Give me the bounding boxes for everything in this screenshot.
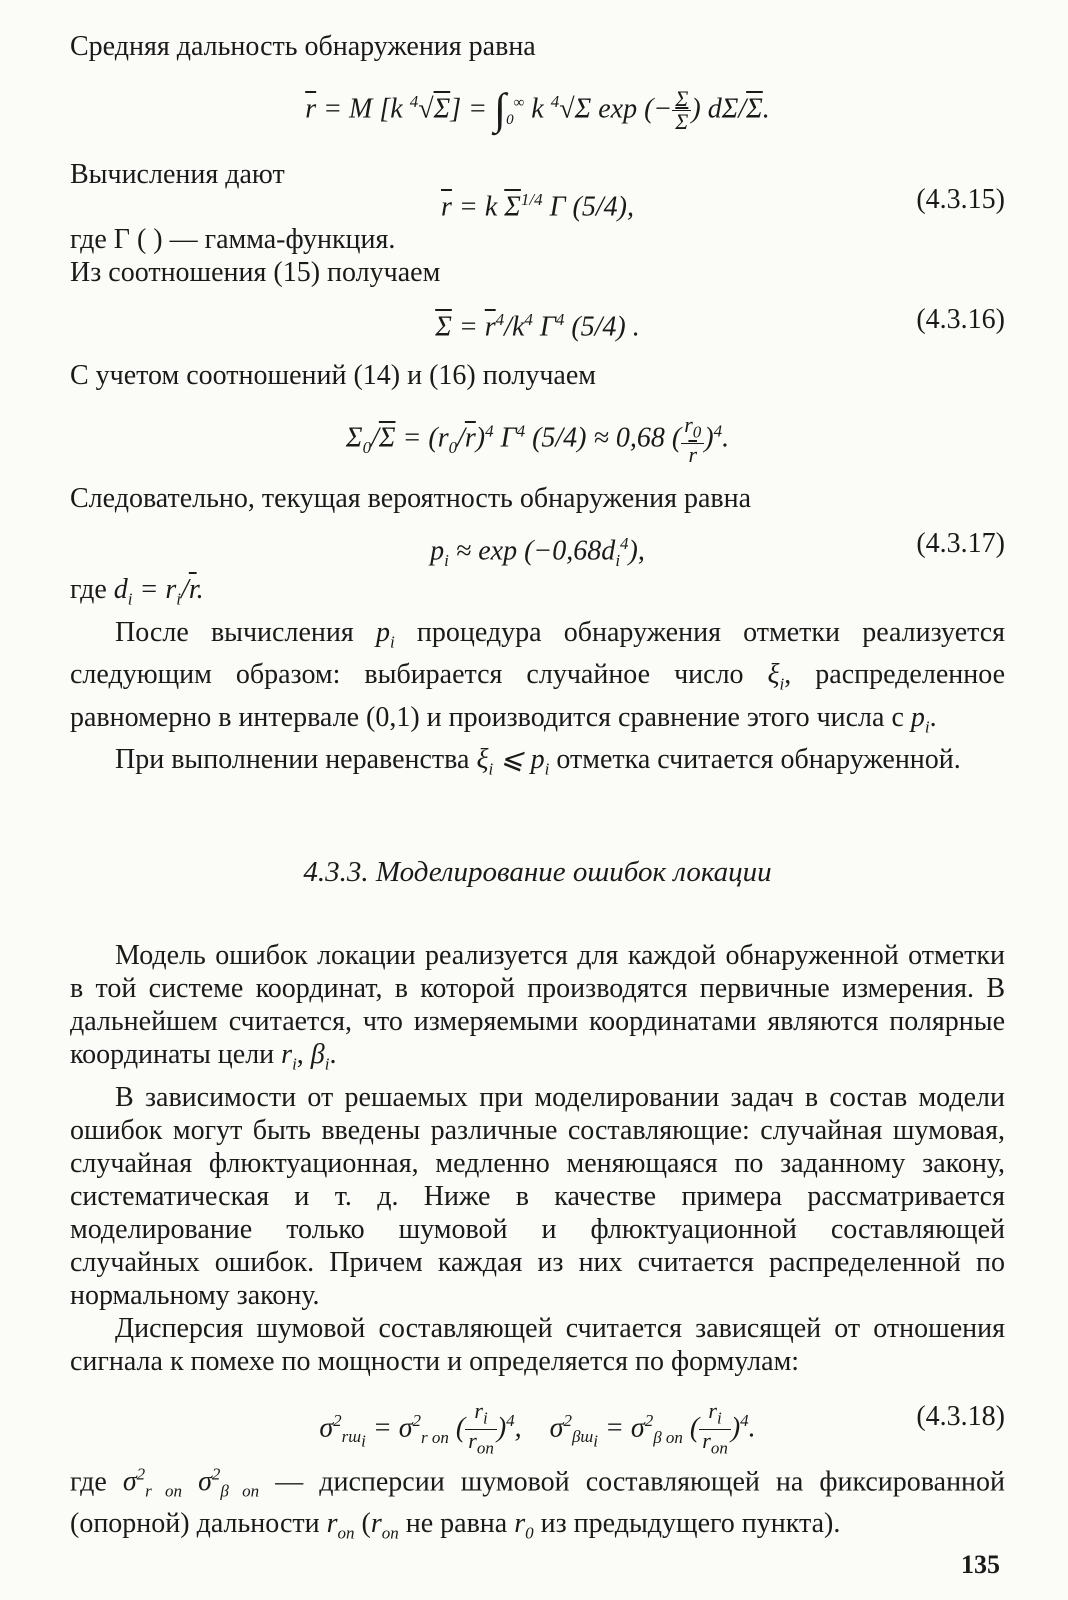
equation-number: (4.3.18) [916,1400,1005,1432]
page-content [70,30,1005,1550]
paragraph-reference-range: где $\sigma^2_{r оп}$ $\sigma^2_{\beta оп}$ — дисперсии шумовой составляющей на фиксированной (опорной) дальности $r_{оп}$ ($r_{оп}$ не равна $r_0$ из предыдущего пункта). [70,1464,1006,1544]
equation-4-3-18: $\sigma^2_{rш_i} = \sigma^2_{r оп}$ ( $\frac{r_i}{r_{оп}}$ )$^4$, $\sigma^2_{\beta ш_i} = \sigma^2_{\beta оп}$ ( $\frac{r_i}{r_{оп}}$ )$^4$. (4.3.18) [319,1397,1005,1458]
equation-number: (4.3.17) [916,528,1005,559]
paragraph-from15: Из соотношения (15) получаем [70,257,441,288]
paragraph-given: С учетом соотношений (14) и (16) получаем [70,360,596,391]
paragraph-where-di: где $d_i = r_i/\overline{r}$. [70,574,204,609]
paragraph-noise-variance: Дисперсия шумовой составляющей считается зависящей от отношения сигнала к помехе по мощности и определяется по формулам: [70,1312,1005,1377]
paragraph-detection-condition: При выполнении неравенства $\xi_i$ ⩽ $p_i$ отметка считается обнаруженной. [115,744,961,779]
equation-mean-range: $\overline{r} = M$ [k $^4√\Sigma] = \int_0^\infty$ k $^4$√Σ exp (− $\frac{\Sigma}{\Sigma}$ ) $d\Sigma/\overline{\Sigma}$. [305,84,770,135]
equation-4-3-15: $\overline{r} = k$ $\overline{\Sigma}^{1/4}$ Г (5/4), (4.3.15) [441,184,1005,223]
paragraph-mean-range: Средняя дальность обнаружения равна [70,31,536,62]
equation-sigma-ratio: $\Sigma_0/\overline{\Sigma} = (r_0/\overline{r})^4$ $Г^4$ (5/4) ≈ 0,68 ( $\frac{r_0}{r}$ )$^4$. [345,412,730,468]
equation-number: (4.3.16) [916,304,1005,335]
equation-number: (4.3.15) [916,184,1005,215]
paragraph-error-model: Модель ошибок локации реализуется для каждой обнаруженной отметки в той системе координат, в которой производятся первичные измерения. В дальнейшем считается, что измеряемыми координатами являются полярные координаты цели $r_i$, $\beta_i$. [70,939,1005,1074]
section-title: 4.3.3. Моделирование ошибок локации [303,855,772,888]
equation-4-3-16: $\overline{\Sigma} = \overline{r}^4/k^4$ $Г^4$ (5/4) . (4.3.16) [435,304,1005,343]
paragraph-detection-procedure: После вычисления $p_i$ процедура обнаружения отметки реализуется следующим образом: выбирается случайное число $\xi_i$, распределенное равномерно в интервале (0,1) и производится сравнение этого числа с $p_i$. [70,616,1006,737]
paragraph-consequently: Следовательно, текущая вероятность обнаружения равна [70,483,752,514]
paragraph-error-components: В зависимости от решаемых при моделировании задач в состав модели ошибок могут быть введены различные составляющие: случайная шумовая, случайная флюктуационная, медленно меняющаяся по заданному закону, систематическая и т. д. Ниже в качестве примера рассматривается моделирование только шумовой и флюктуационной составляющей случайных ошибок. Причем каждая из них считается распределенной по нормальному закону. [70,1081,1005,1311]
page-number: 135 [961,1550,1000,1579]
equation-4-3-17: $p_i \approx \exp (-0,68d_i^4)$, (4.3.17) [430,528,1005,570]
paragraph-calc-intro: Вычисления дают [70,159,285,190]
paragraph-gamma-def: где Г ( ) — гамма-функция. [70,224,396,255]
